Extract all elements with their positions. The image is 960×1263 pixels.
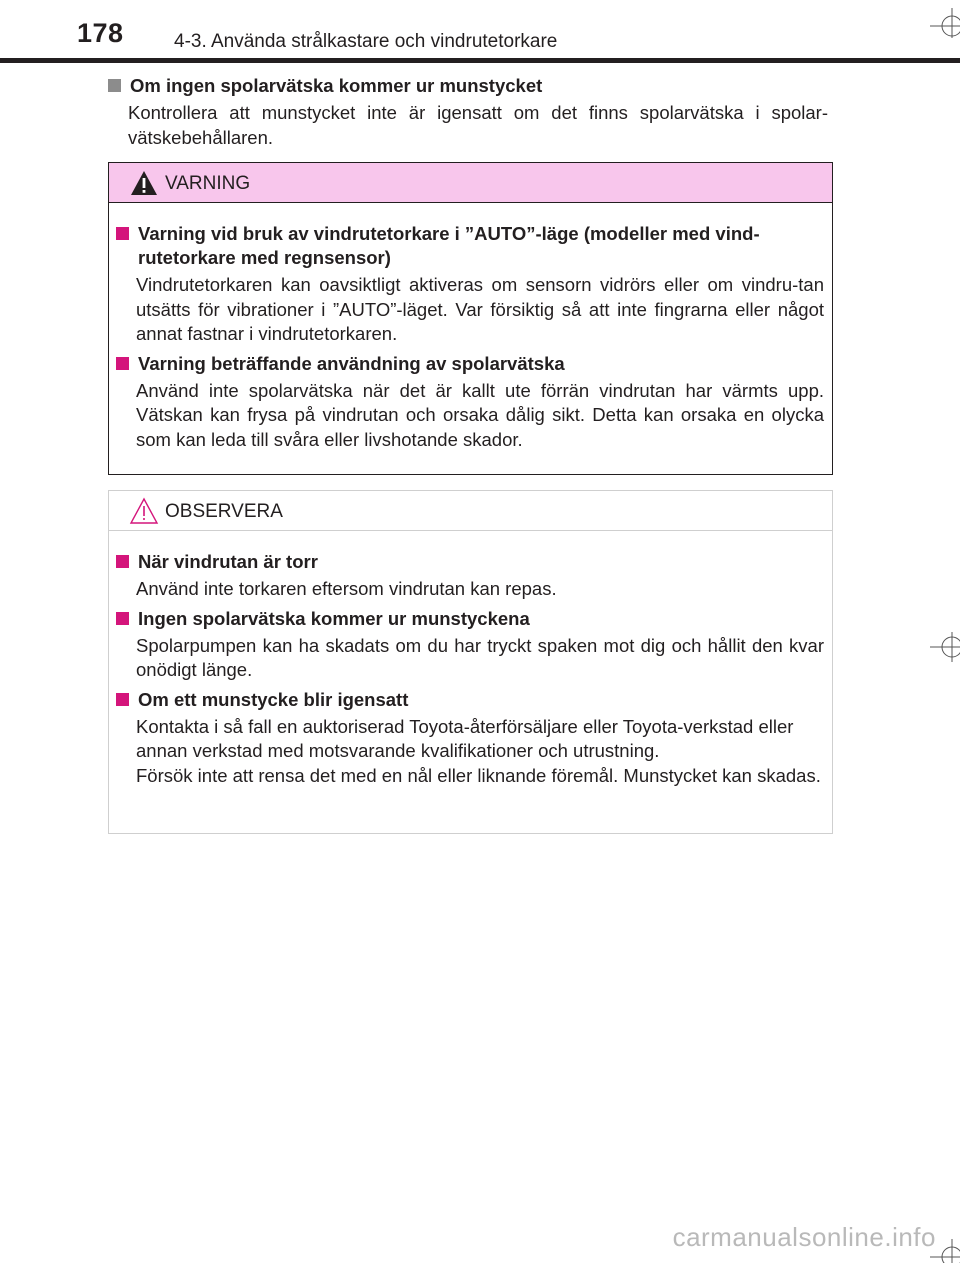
notice-box-header (109, 491, 832, 531)
warning-box-header (109, 163, 832, 203)
notice-box (108, 490, 833, 834)
notice-content (109, 531, 832, 788)
intro-heading: Om ingen spolarvätska kommer ur munstycket (108, 74, 828, 98)
square-bullet-icon (116, 555, 129, 568)
notice-text: Försök inte att rensa det med en nål eller liknande föremål. Munstycket kan skadas. (136, 764, 821, 786)
notice-label: OBSERVERA (165, 501, 283, 522)
square-bullet-icon (116, 693, 129, 706)
square-bullet-icon (116, 357, 129, 370)
square-bullet-icon (108, 79, 121, 92)
notice-heading: Om ett munstycke blir igensatt (116, 688, 824, 712)
watermark: carmanualsonline.info (672, 1222, 936, 1252)
warning-content (109, 203, 832, 452)
square-bullet-icon (116, 227, 129, 240)
warning-label: VARNING (165, 173, 251, 194)
square-bullet-icon (116, 612, 129, 625)
warning-text: Använd inte spolarvätska när det är kallt ute förrän vindrutan har värmts upp. Vätskan kan frysa på vindrutan och orsaka dålig sikt. Detta kan orsaka en olycka som kan leda till svåra eller livshotande skador. (136, 379, 824, 450)
notice-text: Spolarpumpen kan ha skadats om du har tryckt spaken mot dig och hållit den kvar onödigt länge. (136, 634, 824, 680)
intro-section (108, 74, 828, 150)
page-number: 178 (77, 18, 124, 48)
notice-section (116, 607, 824, 683)
warning-box (108, 162, 833, 475)
notice-section (116, 550, 824, 602)
notice-text: Kontakta i så fall en auktoriserad Toyota-återförsäljare eller Toyota-verkstad eller annan verkstad med motsvarande kvalifikationer och utrustning. (136, 715, 794, 761)
warning-section (116, 222, 824, 347)
intro-text: Kontrollera att munstycket inte är igensatt om det finns spolarvätska i spolar-vätskebehållaren. (128, 102, 828, 148)
crop-mark-icon (930, 8, 960, 38)
notice-text: Använd inte torkaren eftersom vindrutan kan repas. (136, 578, 557, 599)
warning-text: Vindrutetorkaren kan oavsiktligt aktiveras om sensorn vidrörs eller om vindru-tan utsätts för vibrationer i ”AUTO”-läget. Var försiktig så att inte fingrarna eller något annat fastnar i vindrutetorkaren. (136, 274, 824, 344)
warning-heading: Varning beträffande användning av spolarvätska (116, 352, 824, 376)
notice-heading: Ingen spolarvätska kommer ur munstyckena (116, 607, 824, 631)
caution-triangle-icon (129, 497, 159, 525)
warning-section (116, 352, 824, 453)
warning-heading: Varning vid bruk av vindrutetorkare i ”AUTO”-läge (modeller med vind-rutetorkare med regnsensor) (116, 222, 824, 270)
crop-mark-icon (930, 632, 960, 662)
header-rule (0, 58, 960, 63)
notice-section (116, 688, 824, 789)
chapter-title: 4-3. Använda strålkastare och vindrutetorkare (174, 31, 558, 52)
warning-triangle-icon (129, 169, 159, 197)
notice-heading: När vindrutan är torr (116, 550, 824, 574)
